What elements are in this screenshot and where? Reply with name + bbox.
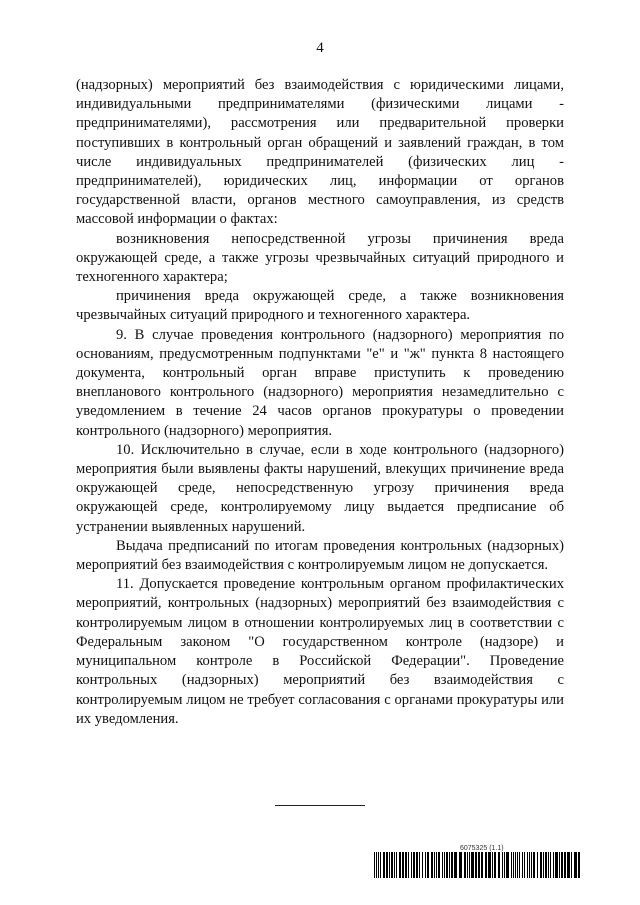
paragraph-harm: причинения вреда окружающей среде, а также возникновения чрезвычайных ситуаций природного и техногенного характера. <box>76 288 564 324</box>
paragraph-item-9: 9. В случае проведения контрольного (надзорного) мероприятия по основаниям, предусмотренным подпунктами "е" и "ж" пункта 8 настоящего документа, контрольный орган вправе приступить к проведению внепланового контрольного (надзорного) мероприятия незамедлительно с уведомлением в течение 24 часов органов прокуратуры о проведении контрольного (надзорного) мероприятия. <box>76 326 564 439</box>
paragraph-prescriptions: Выдача предписаний по итогам проведения контрольных (надзорных) мероприятий без взаимодействия с контролируемым лицом не допускается. <box>76 537 564 574</box>
paragraph-threat: возникновения непосредственной угрозы причинения вреда окружающей среде, а также угрозы чрезвычайных ситуаций природного и техногенного характера; <box>76 230 564 286</box>
barcode-icon <box>374 852 582 878</box>
end-rule <box>275 805 365 806</box>
paragraph-item-10: 10. Исключительно в случае, если в ходе контрольного (надзорного) мероприятия были выявлены факты нарушений, влекущих причинение вреда окружающей среде, непосредственную угрозу причинения вреда окружающей среде, контролируемому лицу выдается предписание об устранении выявленных нарушений. <box>76 441 564 535</box>
page-number: 4 <box>316 40 324 56</box>
paragraph-item-11: 11. Допускается проведение контрольным органом профилактических мероприятий, контрольных (надзорных) мероприятий без взаимодействия с контролируемым лицом в отношении контролируемых лиц в соответствии с Федеральным законом "О государственном контроле (надзоре) и муниципальном контроле в Российской Федерации". Проведение контрольных (надзорных) мероприятий без взаимодействия с контролируемым лицом не требует согласования с органами прокуратуры или их уведомления. <box>76 576 564 727</box>
document-code: 6075325 (1.1) <box>460 845 504 852</box>
document-body <box>76 76 564 729</box>
paragraph-intro: (надзорных) мероприятий без взаимодействия с юридическими лицами, индивидуальными предпринимателями (физическими лицами - предпринимателями), рассмотрения или предварительной проверки поступивших в контрольный орган обращений и заявлений граждан, в том числе индивидуальных предпринимателей (физических лиц - предпринимателей), юридических лиц, информации от органов государственной власти, органов местного самоуправления, из средств массовой информации о фактах: <box>76 77 564 228</box>
